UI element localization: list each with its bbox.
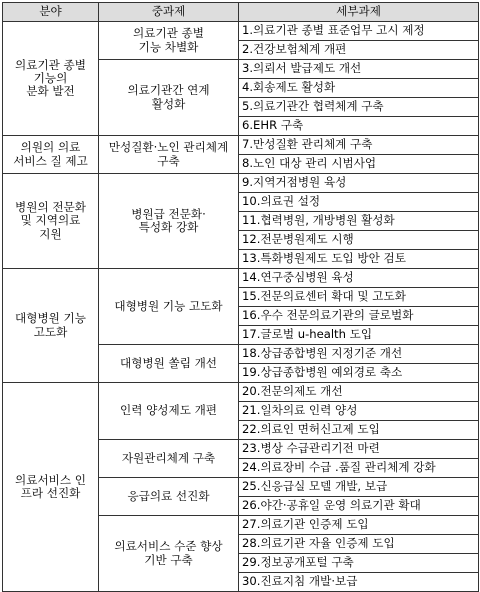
mid-task-cell: 자원관리체계 구축: [99, 440, 239, 478]
detail-task-cell: 23.병상 수급관리기전 마련: [239, 440, 479, 459]
mid-task-cell: 의료서비스 수준 향상 기반 구축: [99, 516, 239, 592]
mid-task-cell: 인력 양성제도 개편: [99, 383, 239, 440]
mid-task-cell: 의료기관 종별 기능 차별화: [99, 22, 239, 60]
detail-task-cell: 25.신응급실 모델 개발, 보급: [239, 478, 479, 497]
detail-task-cell: 18.상급종합병원 지정기준 개선: [239, 345, 479, 364]
detail-task-cell: 12.전문병원제도 시행: [239, 231, 479, 250]
table-row: [3, 269, 479, 288]
detail-task-cell: 15.전문의료센터 확대 및 고도화: [239, 288, 479, 307]
table-row: [3, 383, 479, 402]
detail-task-cell: 21.일차의료 인력 양성: [239, 402, 479, 421]
mid-task-cell: 만성질환·노인 관리체계 구축: [99, 136, 239, 174]
detail-task-cell: 26.야간·공휴일 운영 의료기관 확대: [239, 497, 479, 516]
mid-task-cell: 의료기관간 연계 활성화: [99, 60, 239, 136]
area-cell: 대형병원 기능 고도화: [3, 269, 99, 383]
mid-task-cell: 대형병원 기능 고도화: [99, 269, 239, 345]
detail-task-cell: 16.우수 전문의료기관의 글로벌화: [239, 307, 479, 326]
area-cell: 병원의 전문화 및 지역의료 지원: [3, 174, 99, 269]
detail-task-cell: 10.의료권 설정: [239, 193, 479, 212]
detail-task-cell: 22.의료인 면허신고제 도입: [239, 421, 479, 440]
header-row: [3, 3, 479, 22]
detail-task-cell: 20.전문의제도 개선: [239, 383, 479, 402]
table-row: [3, 136, 479, 155]
detail-task-cell: 11.협력병원, 개방병원 활성화: [239, 212, 479, 231]
detail-task-cell: 6.EHR 구축: [239, 117, 479, 136]
table-body: [3, 22, 479, 592]
detail-task-cell: 2.건강보험체계 개편: [239, 41, 479, 60]
detail-task-cell: 19.상급종합병원 예외경로 축소: [239, 364, 479, 383]
detail-task-cell: 9.지역거점병원 육성: [239, 174, 479, 193]
detail-task-cell: 8.노인 대상 관리 시범사업: [239, 155, 479, 174]
policy-task-table: [2, 2, 479, 592]
detail-task-cell: 5.의료기관간 협력체계 구축: [239, 98, 479, 117]
area-cell: 의원의 의료 서비스 질 제고: [3, 136, 99, 174]
detail-task-cell: 4.회송제도 활성화: [239, 79, 479, 98]
detail-task-cell: 27.의료기관 인증제 도입: [239, 516, 479, 535]
policy-table-container: [2, 2, 478, 589]
mid-task-cell: 응급의료 선진화: [99, 478, 239, 516]
detail-task-cell: 30.진료지침 개발·보급: [239, 573, 479, 592]
detail-task-cell: 3.의뢰서 발급제도 개선: [239, 60, 479, 79]
detail-task-cell: 17.글로벌 u-health 도입: [239, 326, 479, 345]
header-detail-task: 세부과제: [239, 3, 479, 22]
detail-task-cell: 7.만성질환 관리체계 구축: [239, 136, 479, 155]
detail-task-cell: 24.의료장비 수급 .품질 관리체계 강화: [239, 459, 479, 478]
detail-task-cell: 29.정보공개포털 구축: [239, 554, 479, 573]
header-mid-task: 중과제: [99, 3, 239, 22]
table-row: [3, 174, 479, 193]
detail-task-cell: 28.의료기관 자율 인증제 도입: [239, 535, 479, 554]
area-cell: 의료기관 종별 기능의 분화 발전: [3, 22, 99, 136]
detail-task-cell: 1.의료기관 종별 표준업무 고시 제정: [239, 22, 479, 41]
mid-task-cell: 대형병원 쏠림 개선: [99, 345, 239, 383]
header-area: 분야: [3, 3, 99, 22]
table-row: [3, 22, 479, 41]
area-cell: 의료서비스 인 프라 선진화: [3, 383, 99, 592]
detail-task-cell: 13.특화병원제도 도입 방안 검토: [239, 250, 479, 269]
detail-task-cell: 14.연구중심병원 육성: [239, 269, 479, 288]
mid-task-cell: 병원급 전문화· 특성화 강화: [99, 174, 239, 269]
